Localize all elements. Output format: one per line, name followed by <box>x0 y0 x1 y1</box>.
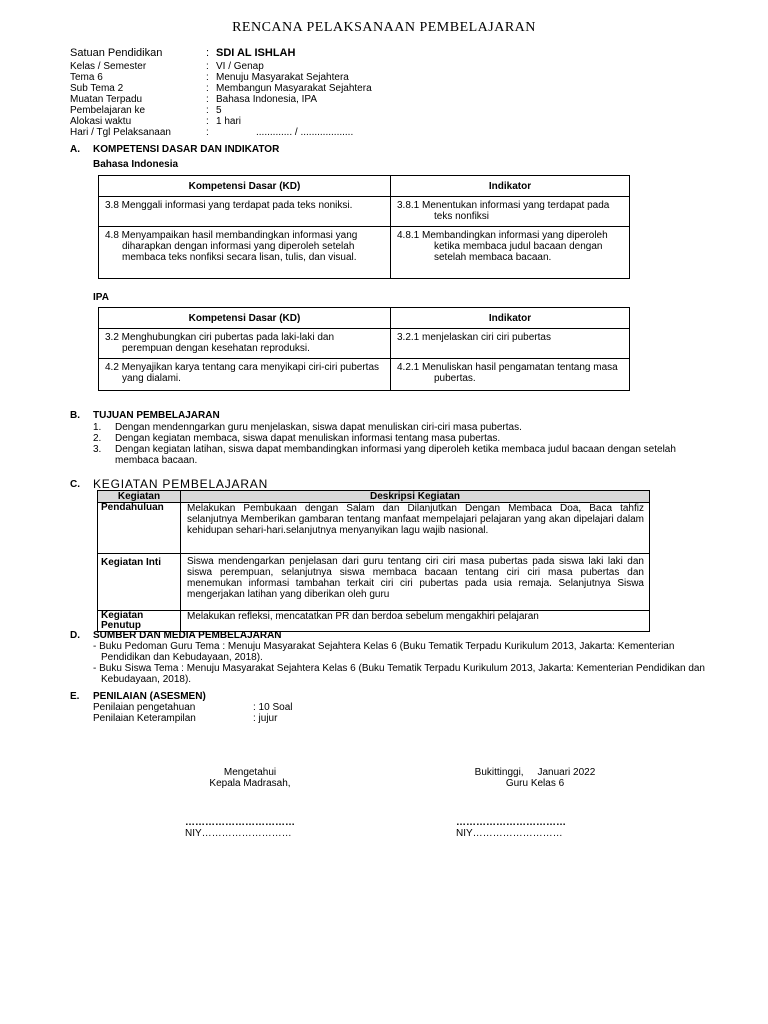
section-d-heading: D. SUMBER DAN MEDIA PEMBELAJARAN <box>70 630 282 641</box>
list-item: Penilaian pengetahuan : 10 Soal <box>93 702 293 713</box>
signature-right-line2: Guru Kelas 6 <box>505 778 565 789</box>
activity-description: Melakukan refleksi, mencatatkan PR dan berdoa sebelum mengakhiri pelajaran <box>181 611 650 632</box>
sources-list <box>93 641 718 685</box>
signature-left-line2: Kepala Madrasah, <box>209 778 291 789</box>
info-key: Muatan Terpadu <box>70 94 143 105</box>
subject-heading-ipa: IPA <box>93 292 109 303</box>
info-key: Pembelajaran ke <box>70 105 146 116</box>
list-item: 3. Dengan kegiatan latihan, siswa dapat membandingkan informasi yang diperoleh ketika membaca judul bacaan dengan setelah membaca bacaan. <box>93 444 676 466</box>
table-row <box>99 359 630 391</box>
table-row <box>98 554 650 611</box>
table-row <box>99 329 630 359</box>
kd-cell: 4.2 Menyajikan karya tentang cara menyikapi ciri-ciri pubertas yang dialami. <box>105 362 380 384</box>
section-a-heading: A. KOMPETENSI DASAR DAN INDIKATOR <box>70 144 280 155</box>
list-item: - Buku Siswa Tema : Menuju Masyarakat Sejahtera Kelas 6 (Buku Tematik Terpadu Kurikulum 2013, Jakarta: Kementerian Pendidikan dan Kebudayaan, 2018). <box>93 663 705 685</box>
info-value: Bahasa Indonesia, IPA <box>216 94 317 105</box>
signature-right-name <box>456 817 566 839</box>
signature-left-line1: Mengetahui <box>223 767 277 778</box>
signature-right-line1: Bukittinggi, Januari 2022 <box>474 767 596 778</box>
kd-table-bahasa-indonesia <box>98 175 630 279</box>
activity-label: Kegiatan Inti <box>98 554 181 611</box>
kd-table-ipa <box>98 307 630 391</box>
column-header-kd: Kompetensi Dasar (KD) <box>99 308 391 329</box>
info-key: Alokasi waktu <box>70 116 132 127</box>
list-item: - Buku Pedoman Guru Tema : Menuju Masyarakat Sejahtera Kelas 6 (Buku Tematik Terpadu Kurikulum 2013, Jakarta: Kementerian Pendidikan dan Kebudayaan, 2018). <box>93 641 675 663</box>
section-e-heading: E. PENILAIAN (ASESMEN) <box>70 691 206 702</box>
kd-cell: 3.8 Menggali informasi yang terdapat pada teks noniksi. <box>105 200 353 211</box>
signature-right <box>435 767 635 789</box>
column-header-indikator: Indikator <box>391 176 630 197</box>
activity-label: Pendahuluan <box>98 503 181 554</box>
signature-left-name <box>185 817 295 839</box>
name-placeholder: …………………………… <box>456 817 566 828</box>
indicator-cell: 4.2.1 Menuliskan hasil pengamatan tentang masa pubertas. <box>397 362 618 384</box>
activity-label: Kegiatan Penutup <box>98 611 181 632</box>
kd-cell: 4.8 Menyampaikan hasil membandingkan informasi yang diharapkan dengan informasi yang diperoleh setelah membaca teks nonfiksi secara lisan, tulis, dan visual. <box>105 230 358 263</box>
info-key: Kelas / Semester <box>70 61 147 72</box>
info-value: SDI AL ISHLAH <box>216 47 296 59</box>
signature-left <box>170 767 330 789</box>
activities-table <box>97 490 650 632</box>
subject-heading-bahasa-indonesia: Bahasa Indonesia <box>93 159 179 170</box>
table-row <box>98 503 650 554</box>
section-c-heading: C. KEGIATAN PEMBELAJARAN <box>70 477 269 491</box>
column-header-indikator: Indikator <box>391 308 630 329</box>
indicator-cell: 4.8.1 Membandingkan informasi yang diperoleh ketika membaca judul bacaan dengan setelah membaca bacaan. <box>397 230 608 263</box>
indicator-cell: 3.8.1 Menentukan informasi yang terdapat pada teks nonfiksi <box>397 200 610 222</box>
info-value: Menuju Masyarakat Sejahtera <box>216 72 349 83</box>
info-value: 1 hari <box>216 116 242 127</box>
list-item: 1. Dengan mendenngarkan guru menjelaskan, siswa dapat menuliskan ciri-ciri masa pubertas. <box>93 422 522 433</box>
table-row <box>98 611 650 632</box>
niy-placeholder: NIY……………………… <box>185 828 292 839</box>
column-header-kegiatan: Kegiatan <box>98 491 181 503</box>
info-key: Sub Tema 2 <box>70 83 124 94</box>
table-row <box>99 227 630 279</box>
activity-description: Siswa mendengarkan penjelasan dari guru tentang ciri ciri masa pubertas pada siswa laki laki dan siswa perempuan, selanjutnya siswa membaca bacaan tentang ciri ciri masa pubertas dan menemukan informasi tambahan terkait ciri ciri pubertas pada usia remaja. Selanjutnya Siswa mengerjakan latihan yang diberikan oleh guru <box>181 554 650 611</box>
objectives-list <box>93 422 718 466</box>
document-title: RENCANA PELAKSANAAN PEMBELAJARAN <box>232 20 536 35</box>
info-value: VI / Genap <box>216 61 264 72</box>
column-header-kd: Kompetensi Dasar (KD) <box>99 176 391 197</box>
info-key: Hari / Tgl Pelaksanaan <box>70 127 171 138</box>
kd-cell: 3.2 Menghubungkan ciri pubertas pada laki-laki dan perempuan dengan kesehatan reproduksi. <box>105 332 335 354</box>
indicator-cell: 3.2.1 menjelaskan ciri ciri pubertas <box>397 332 551 343</box>
activity-description: Melakukan Pembukaan dengan Salam dan Dilanjutkan Dengan Membaca Doa, Baca tahfiz selanjutnya Memberikan gambaran tentang manfaat mempelajari pelajaran yang akan dipelajari dalam kehidupan sehari-hari.selanjutnya menyanyikan lagu wajib nasional. <box>181 503 650 554</box>
list-item: Penilaian Keterampilan : jujur <box>93 713 278 724</box>
info-value: 5 <box>216 105 222 116</box>
list-item: 2. Dengan kegiatan membaca, siswa dapat menuliskan informasi tentang masa pubertas. <box>93 433 501 444</box>
info-key: Satuan Pendidikan <box>70 47 163 59</box>
table-row <box>99 197 630 227</box>
info-value: Membangun Masyarakat Sejahtera <box>216 83 372 94</box>
info-key: Tema 6 <box>70 72 103 83</box>
niy-placeholder: NIY……………………… <box>456 828 563 839</box>
assessment-list <box>93 702 393 724</box>
name-placeholder: …………………………… <box>185 817 295 828</box>
column-header-deskripsi: Deskripsi Kegiatan <box>181 491 650 503</box>
info-value: ............. / ................... <box>256 127 354 138</box>
section-b-heading: B. TUJUAN PEMBELAJARAN <box>70 410 220 421</box>
